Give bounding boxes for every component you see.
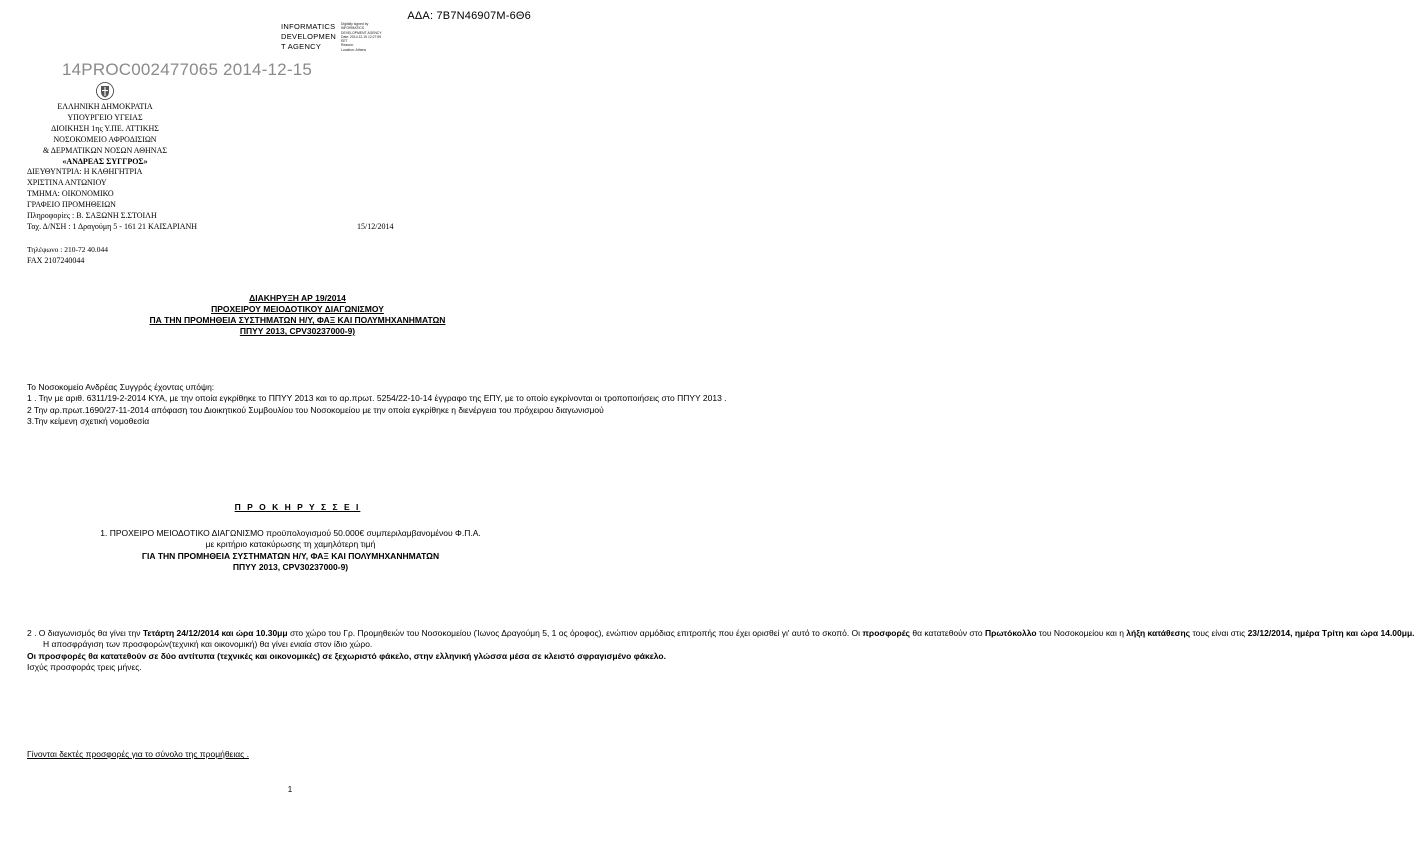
signature-detail-line: EET <box>341 39 348 44</box>
tender-schedule-paragraph <box>27 628 1415 639</box>
tender-subject: ΓΙΑ ΤΗΝ ΠΡΟΜΗΘΕΙΑ ΣΥΣΤΗΜΑΤΩΝ Η/Υ, ΦΑΞ ΚΑΙ ΠΟΛΥΜΗΧΑΝΗΜΑΤΩΝ <box>141 550 440 561</box>
registry-stamp: 14PROC002477065 2014-12-15 <box>62 60 312 79</box>
closing-statement: Γίνονται δεκτές προσφορές για το σύνολο της προμήθειας . <box>27 749 249 759</box>
consideration-item: 3.Την κείμενη σχετική νομοθεσία <box>27 416 150 427</box>
signature-detail-line: Date: 2014.12.15 12:27:59 <box>341 34 382 39</box>
department-header <box>27 166 197 232</box>
signature-organization <box>281 22 336 52</box>
consideration-item: 2 Την αρ.πρωτ.1690/27-11-2014 απόφαση του Διοικητικού Συμβουλίου του Νοσοκομείου με την οποία εγκρίθηκε η διενέργεια του πρόχειρου διαγωνισμού <box>27 404 604 415</box>
information-contacts: Πληροφορίες : Β. ΣΑΞΩΝΗ Σ.ΣΤΟΙΛΗ <box>27 211 157 220</box>
text-run: του Νοσοκομείου και η <box>1036 628 1127 638</box>
text-run: Πρωτόκολλο <box>985 628 1037 638</box>
signature-org-line: T AGENCY <box>281 42 322 51</box>
signature-details <box>341 22 382 52</box>
considerations-lead: Το Νοσοκομείο Ανδρέας Συγγρός έχοντας υπόψη: <box>27 382 215 392</box>
text-run: τους είναι στις <box>1190 628 1248 638</box>
submission-deadline: 23/12/2014, ημέρα Τρίτη και ώρα 14.00μμ. <box>1247 628 1415 638</box>
ada-code: ΑΔΑ: 7Β7Ν46907Μ-6Θ6 <box>407 10 531 22</box>
hospital-name: «ΑΝΔΡΕΑΣ ΣΥΓΓΡΟΣ» <box>62 157 148 166</box>
signature-detail-line: INFORMATICS <box>341 26 365 31</box>
text-run: λήξη κατάθεσης <box>1126 628 1191 638</box>
issuer-header <box>0 101 210 167</box>
header-line: ΥΠΟΥΡΓΕΙΟ ΥΓΕΙΑΣ <box>67 113 143 122</box>
department-line: ΤΜΗΜΑ: ΟΙΚΟΝΟΜΙΚΟ <box>27 189 114 198</box>
title-line: ΠΑ ΤΗΝ ΠΡΟΜΗΘΕΙΑ ΣΥΣΤΗΜΑΤΩΝ Η/Υ, ΦΑΞ ΚΑΙ ΠΟΛΥΜΗΧΑΝΗΜΑΤΩΝ <box>149 315 446 325</box>
office-line: ΓΡΑΦΕΙΟ ΠΡΟΜΗΘΕΙΩΝ <box>27 200 116 209</box>
header-line: ΕΛΛΗΝΙΚΗ ΔΗΜΟΚΡΑΤΙΑ <box>57 102 153 111</box>
signature-org-line: INFORMATICS <box>281 22 336 31</box>
award-criterion: με κριτήριο κατακύρωσης τη χαμηλότερη τιμή <box>205 539 376 550</box>
header-line: ΔΙΟΙΚΗΣΗ 1ης Υ.ΠΕ. ΑΤΤΙΚΗΣ <box>51 124 159 133</box>
opening-note: Η αποσφράγιση των προσφορών(τεχνική και οικονομική) θα γίνει ενιαία στον ίδιο χώρο. <box>43 639 373 650</box>
opening-datetime: Τετάρτη 24/12/2014 και ώρα 10.30μμ <box>142 628 288 638</box>
text-run: στο χώρο του Γρ. Προμηθειών του Νοσοκομείου (Ίωνος Δραγούμη 5, 1 ος όροφος), ενώπιον αρμόδιας επιτροπής που έχει ορισθεί γι' αυτό το σκοπό. Οι <box>287 628 863 638</box>
tender-details <box>27 628 1415 674</box>
director-name: ΧΡΙΣΤΙΝΑ ΑΝΤΩΝΙΟΥ <box>27 178 107 187</box>
director-line: ΔΙΕΥΘΥΝΤΡΙΑ: Η ΚΑΘΗΓΗΤΡΙΑ <box>27 167 143 176</box>
document-date: 15/12/2014 <box>357 222 394 231</box>
postal-address: Ταχ. Δ/ΝΣΗ : 1 Δραγούμη 5 - 161 21 ΚΑΙΣΑΡΙΑΝΗ <box>27 222 198 231</box>
signature-detail-line: DEVELOPMENT AGENCY <box>341 30 382 35</box>
signature-detail-line: Digitally signed by <box>341 22 369 26</box>
submission-instructions: Οι προσφορές θα κατατεθούν σε δύο αντίτυπα (τεχνικές και οικονομικές) σε ξεχωριστό φάκελο, στην ελληνική γλώσσα μέσα σε κλειστό σφραγισμένο φάκελο. <box>27 650 666 661</box>
document-title <box>0 293 595 337</box>
signature-org-line: DEVELOPMEN <box>281 32 337 41</box>
title-line: ΔΙΑΚΗΡΥΞΗ ΑΡ 19/2014 <box>249 293 346 303</box>
telephone: Τηλέφωνο : 210-72 40.044 <box>27 245 108 254</box>
title-line: ΠΡΟΧΕΙΡΟΥ ΜΕΙΟΔΟΤΙΚΟΥ ΔΙΑΓΩΝΙΣΜΟΥ <box>211 304 384 314</box>
signature-detail-line: Location: Athens <box>341 47 367 52</box>
fax-number: FAX 2107240044 <box>27 256 85 265</box>
text-run: προσφορές <box>862 628 910 638</box>
text-run: 2 . Ο διαγωνισμός θα γίνει την <box>27 628 143 638</box>
considerations <box>27 382 727 428</box>
page-number: 1 <box>287 785 293 794</box>
offer-validity: Ισχύς προσφοράς τρεις μήνες. <box>27 662 142 673</box>
header-line: & ΔΕΡΜΑΤΙΚΩΝ ΝΟΣΩΝ ΑΘΗΝΑΣ <box>42 146 168 155</box>
signature-detail-line: Reason: <box>341 43 354 48</box>
header-line: ΝΟΣΟΚΟΜΕΙΟ ΑΦΡΟΔΙΣΙΩΝ <box>53 135 157 144</box>
proclaim-heading: Π Ρ Ο Κ Η Ρ Υ Σ Σ Ε Ι <box>234 502 361 512</box>
tender-description <box>27 528 554 574</box>
coat-of-arms-icon <box>95 81 115 101</box>
tender-type: 1. ΠΡΟΧΕΙΡΟ ΜΕΙΟΔΟΤΙΚΟ ΔΙΑΓΩΝΙΣΜΟ προϋπολογισμού 50.000€ συμπεριλαμβανομένου Φ.Π.Α. <box>100 528 481 538</box>
title-line: ΠΠΥΥ 2013, CPV30237000-9) <box>239 326 356 336</box>
tender-cpv: ΠΠΥΥ 2013, CPV30237000-9) <box>232 562 349 573</box>
text-run: θα κατατεθούν στο <box>909 628 985 638</box>
consideration-item: 1 . Την με αριθ. 6311/19-2-2014 ΚΥΑ, με την οποία εγκρίθηκε το ΠΠΥΥ 2013 και το αρ.πρωτ. 5254/22-10-14 έγγραφο της ΕΠΥ, με το οποίο εγκρίνονται οι τροποποιήσεις στο ΠΠΥΥ 2013 . <box>27 393 727 404</box>
